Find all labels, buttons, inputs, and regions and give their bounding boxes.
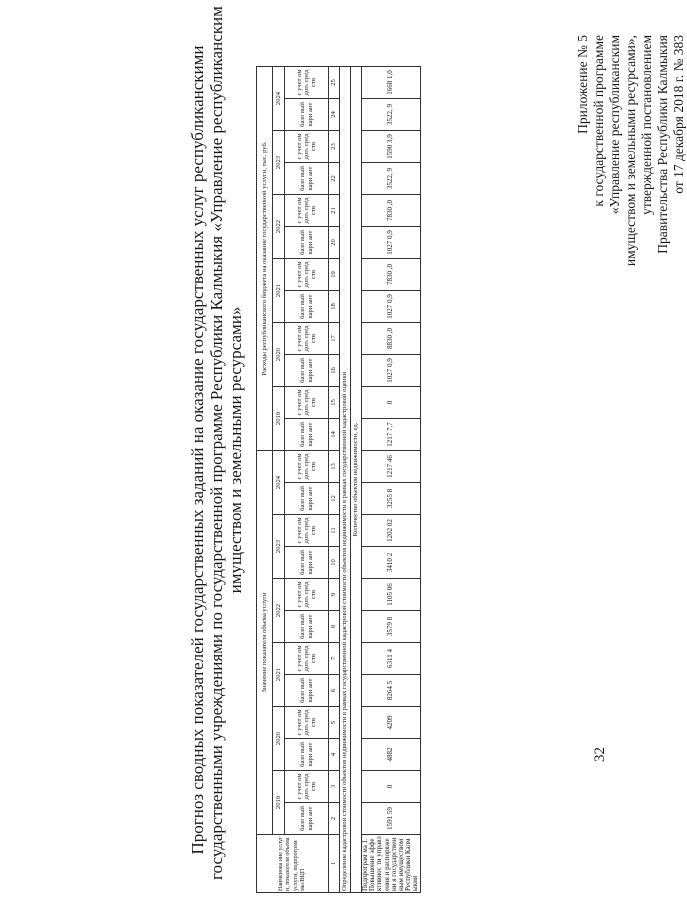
title-line: имуществом и земельными ресурсами» — [226, 306, 245, 594]
year-header: 2024 — [273, 67, 285, 131]
sub-header-extra: с учет ом доп. сред ств — [285, 451, 329, 483]
column-number: 12 — [329, 483, 340, 515]
appendix-line: «Управление республиканским — [607, 35, 622, 215]
column-number: 7 — [329, 643, 340, 675]
table-cell: 1668 1,0 — [362, 67, 421, 99]
column-number: 4 — [329, 739, 340, 771]
table-cell: 3579 8 — [362, 611, 421, 643]
column-number: 21 — [329, 195, 340, 227]
year-header: 2021 — [273, 259, 285, 323]
column-number: 1 — [329, 835, 340, 893]
header-expenses-group: Расходы республиканского бюджета на оказание государственной услуги, тыс. руб. — [257, 67, 273, 451]
year-header: 2020 — [273, 707, 285, 771]
forecast-table — [256, 67, 421, 893]
column-number: 19 — [329, 259, 340, 291]
table-cell: 1027 0,9 — [362, 291, 421, 323]
column-number: 9 — [329, 579, 340, 611]
year-header: 2022 — [273, 195, 285, 259]
title-line: Прогноз сводных показателей государственных заданий на оказание государственных услуг республиканскими — [188, 45, 207, 855]
title-line: государственными учреждениями по государственной программе Республики Калмыкия «Управление республиканским — [207, 6, 226, 880]
document-title — [188, 6, 245, 880]
table-cell: 4209 — [362, 707, 421, 739]
appendix-line: Приложение № 5 — [575, 35, 590, 134]
column-number: 18 — [329, 291, 340, 323]
year-header: 2021 — [273, 643, 285, 707]
column-number: 3 — [329, 771, 340, 803]
appendix-line: утвержденной постановлением — [639, 35, 654, 215]
sub-header-extra: с учет ом доп. сред ств — [285, 195, 329, 227]
sub-header-base: базо вый вари ант — [285, 291, 329, 323]
table-cell: 1027 0,9 — [362, 355, 421, 387]
appendix-line: к государственной программе — [591, 35, 606, 207]
column-number: 23 — [329, 131, 340, 163]
sub-header-base: базо вый вари ант — [285, 611, 329, 643]
sub-header-extra: с учет ом доп. сред ств — [285, 515, 329, 547]
year-header: 2019 — [273, 387, 285, 451]
page-number: 32 — [592, 747, 608, 762]
year-header: 2019 — [273, 771, 285, 835]
appendix-line: имуществом и земельными ресурсами», — [623, 35, 638, 267]
header-service-name: Наименова ние услуги, показателя объема услуги, подпрограм мы/ВЦП — [257, 835, 329, 893]
table-cell: 1105 06 — [362, 579, 421, 611]
year-header: 2023 — [273, 131, 285, 195]
table-cell: 3522, 9 — [362, 99, 421, 131]
column-number: 15 — [329, 387, 340, 419]
column-number: 6 — [329, 675, 340, 707]
year-header: 2020 — [273, 323, 285, 387]
table-cell: 1217 7,7 — [362, 419, 421, 451]
table-cell: 6311 4 — [362, 643, 421, 675]
service-section-row: Определение кадастровой стоимости объектов недвижимости в рамках государственной кадастровой стоимости объектов недвижимости в рамках государственной кадастровой оценки — [340, 67, 351, 893]
sub-header-base: базо вый вари ант — [285, 803, 329, 835]
column-number: 14 — [329, 419, 340, 451]
sub-header-base: базо вый вари ант — [285, 739, 329, 771]
table-cell: 1590 3,9 — [362, 131, 421, 163]
sub-header-extra: с учет ом доп. сред ств — [285, 259, 329, 291]
sub-header-base: базо вый вари ант — [285, 675, 329, 707]
table-cell: 0 — [362, 771, 421, 803]
column-number: 16 — [329, 355, 340, 387]
year-header: 2023 — [273, 515, 285, 579]
appendix-block — [575, 35, 687, 465]
sub-header-extra: с учет ом доп. сред ств — [285, 387, 329, 419]
table-cell: 8830 ,0 — [362, 323, 421, 355]
column-number: 20 — [329, 227, 340, 259]
sub-header-extra: с учет ом доп. сред ств — [285, 579, 329, 611]
sub-header-extra: с учет ом доп. сред ств — [285, 707, 329, 739]
row-label: Подпрограм ма 1. Повышение эффективнос ти управления и распоряжени я государствен ным имуществом Республики Калмыкия — [361, 836, 420, 891]
header-volume-group: Значение показателя объема услуги — [257, 451, 273, 835]
column-number: 2 — [329, 803, 340, 835]
sub-header-extra: с учет ом доп. сред ств — [285, 771, 329, 803]
sub-header-base: базо вый вари ант — [285, 99, 329, 131]
year-header: 2022 — [273, 579, 285, 643]
table-cell: 3255 8 — [362, 483, 421, 515]
sub-header-extra: с учет ом доп. сред ств — [285, 643, 329, 675]
column-number: 17 — [329, 323, 340, 355]
column-number: 24 — [329, 99, 340, 131]
column-number: 5 — [329, 707, 340, 739]
table-cell: 1027 0,9 — [362, 227, 421, 259]
year-header: 2024 — [273, 451, 285, 515]
table-cell: 3410 2 — [362, 547, 421, 579]
appendix-line: от 17 декабря 2018 г. № 383 — [671, 35, 686, 194]
column-number: 13 — [329, 451, 340, 483]
sub-header-extra: с учет ом доп. сред ств — [285, 67, 329, 99]
table-cell: 7830 ,0 — [362, 195, 421, 227]
column-number: 25 — [329, 67, 340, 99]
appendix-line: Правительства Республики Калмыкия — [655, 35, 670, 254]
sub-header-base: базо вый вари ант — [285, 547, 329, 579]
sub-header-extra: с учет ом доп. сред ств — [285, 131, 329, 163]
table-cell: 3522, 9 — [362, 163, 421, 195]
indicator-section-row: Количество объектов недвижимости, ед. — [351, 67, 362, 893]
sub-header-base: базо вый вари ант — [285, 483, 329, 515]
column-number: 10 — [329, 547, 340, 579]
table-cell: 8264 5 — [362, 675, 421, 707]
table-cell: 1217 46 — [362, 451, 421, 483]
table-cell: 4882 — [362, 739, 421, 771]
column-number: 11 — [329, 515, 340, 547]
sub-header-base: базо вый вари ант — [285, 419, 329, 451]
sub-header-base: базо вый вари ант — [285, 355, 329, 387]
table-cell: 1202 02 — [362, 515, 421, 547]
sub-header-extra: с учет ом доп. сред ств — [285, 323, 329, 355]
column-number: 22 — [329, 163, 340, 195]
column-number: 8 — [329, 611, 340, 643]
table-cell: 0 — [362, 387, 421, 419]
table-cell: 7830 ,0 — [362, 259, 421, 291]
sub-header-base: базо вый вари ант — [285, 227, 329, 259]
sub-header-base: базо вый вари ант — [285, 163, 329, 195]
table-cell: 1591 59 — [362, 803, 421, 835]
